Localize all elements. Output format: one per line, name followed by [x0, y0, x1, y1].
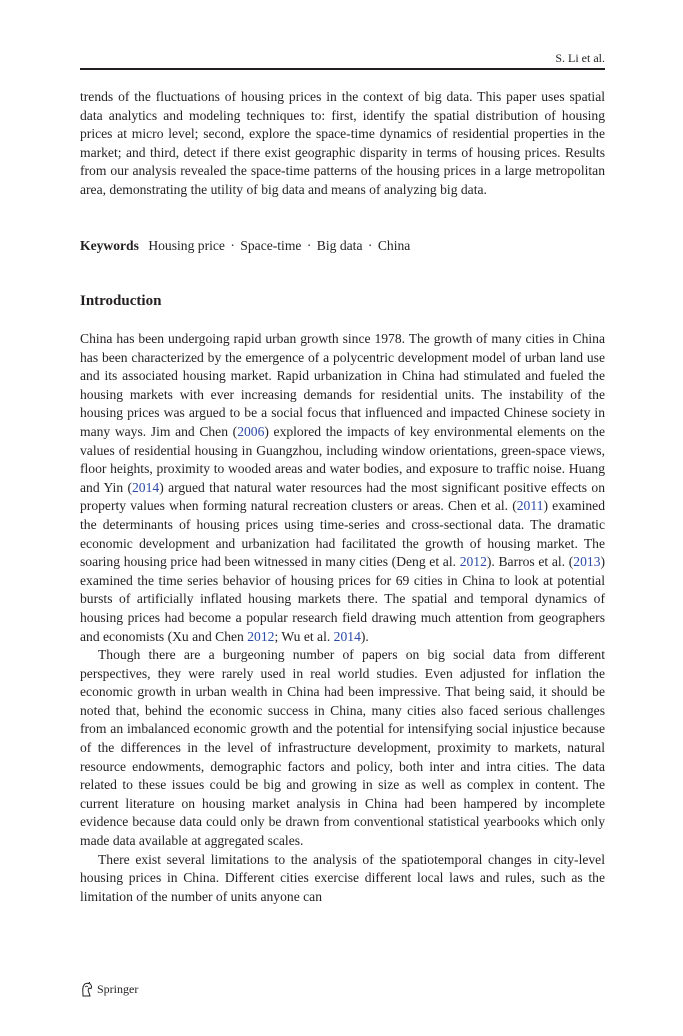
- abstract-text: trends of the fluctuations of housing prices in the context of big data. This paper uses spatial data analytics and modeling techniques to: first, identify the spatial distribution of housing prices at micro level; second, explore the space-time dynamics of residential properties in the market; and third, detect if there exist geographic disparity in terms of housing prices. Results from our analysis revealed the space-time patterns of the housing prices in a large metropolitan area, demonstrating the utility of big data and means of analyzing big data.: [80, 89, 605, 197]
- keyword-separator: ·: [230, 238, 235, 253]
- citation-link[interactable]: 2011: [516, 498, 544, 514]
- header-rule: [80, 68, 605, 70]
- introduction-body: [80, 330, 605, 906]
- keyword-separator: ·: [306, 238, 312, 253]
- keywords-line: [80, 237, 605, 256]
- text-run: ; Wu et al.: [274, 628, 334, 644]
- text-run: ) examined the time series behavior of housing prices for 69 cities in China to look at potential bursts of artificially inflated housing markets there. The spatial and temporal dynamics of housing prices had become a popular research field drawing much attention from geographers and economists (Xu and Chen: [80, 554, 606, 644]
- page-footer: [80, 982, 138, 997]
- publisher-name: Springer: [97, 982, 139, 996]
- citation-link[interactable]: 2012: [247, 628, 275, 644]
- citation-link[interactable]: 2012: [459, 554, 487, 570]
- text-run: ) explored the impacts of key environmental elements on the values of residential housing in Guangzhou, including window orientations, green-space views, floor heights, proximity to wooded areas and water bodies, and exposure to traffic noise. Huang and Yin (: [80, 423, 605, 495]
- running-head: S. Li et al.: [555, 51, 605, 65]
- keyword-item: Space-time: [240, 238, 302, 253]
- keywords-label: Keywords: [80, 238, 139, 253]
- keyword-item: China: [377, 238, 411, 253]
- section-heading: Introduction: [80, 293, 162, 309]
- text-run: ). Barros et al. (: [486, 554, 574, 570]
- text-run: ) examined the determinants of housing prices using time-series and cross-sectional data. The dramatic economic development and urbanization had facilitated the growth of housing market. The soaring housing price had been witnessed in many cities (Deng et al.: [80, 498, 605, 570]
- citation-link[interactable]: 2013: [573, 554, 601, 570]
- springer-horse-icon: [80, 982, 93, 997]
- paragraph-3: There exist several limitations to the analysis of the spatiotemporal changes in city-level housing prices in China. Different cities exercise different local laws and rules, such as the limitation of the number of units anyone can: [80, 851, 605, 904]
- citation-link[interactable]: 2014: [333, 628, 361, 644]
- citation-link[interactable]: 2006: [237, 423, 265, 439]
- paragraph-1: [80, 330, 605, 646]
- citation-link[interactable]: 2014: [132, 479, 160, 495]
- keyword-separator: ·: [367, 238, 373, 253]
- keyword-item: Housing price: [148, 238, 225, 253]
- text-run: China has been undergoing rapid urban growth since 1978. The growth of many cities in China has been characterized by the emergence of a polycentric development model of urban land use and its associated housing market. Rapid urbanization in China had stimulated and fueled the housing markets with ever increasing demands for residential units. The instability of the housing prices was argued to be a social focus that influenced and impacted Chinese society in many ways. Jim and Chen (: [80, 331, 605, 439]
- text-run: ).: [360, 628, 369, 644]
- paragraph-2: Though there are a burgeoning number of papers on big social data from different perspectives, they were rarely used in real world studies. Even adjusted for inflation the economic growth in urban wealth in China had been impressive. That being said, it should be noted that, behind the economic success in China, many cities also faced serious challenges from an imbalanced economic growth and the potential for intensifying social injustice because of the differences in the level of infrastructure development, proximity to markets, natural resource endowments, demographic factors and policy, both inter and intra cities. The data related to these issues could be big and growing in size as well as complex in content. The current literature on housing market analysis in China had been hampered by incomplete evidence because data could only be drawn from conventional statistical yearbooks which only made data available at aggregated scales.: [80, 647, 605, 849]
- keyword-item: Big data: [316, 238, 363, 253]
- text-run: ) argued that natural water resources had the most significant positive effects on property values when forming natural recreation clusters or areas. Chen et al. (: [80, 479, 605, 514]
- abstract-continuation: [80, 88, 605, 200]
